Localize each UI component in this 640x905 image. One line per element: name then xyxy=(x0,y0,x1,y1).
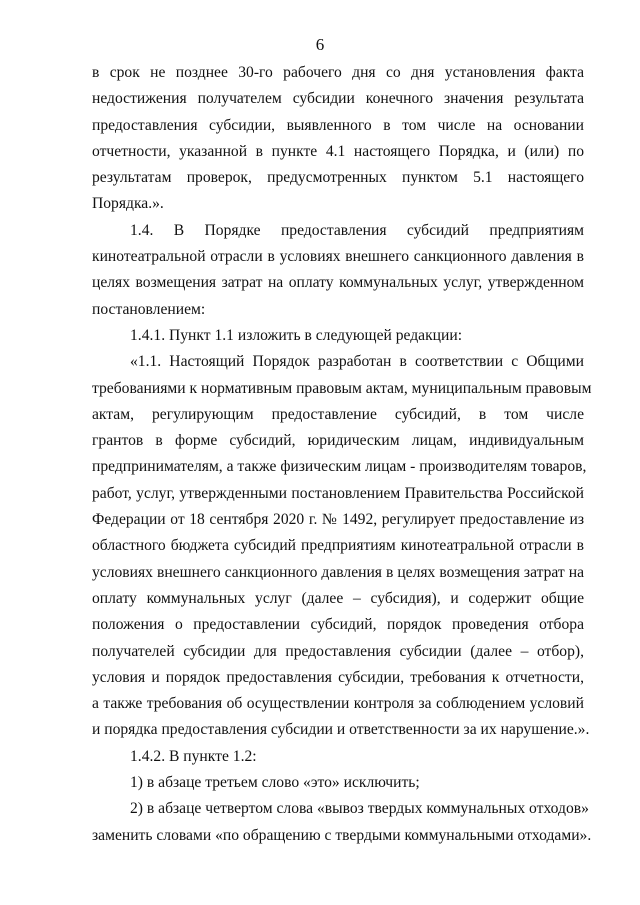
text-line: положения о предоставлении субсидий, порядок проведения отбора xyxy=(92,616,584,634)
text-line: результатам проверок, предусмотренных пунктом 5.1 настоящего xyxy=(92,169,584,187)
text-line: требованиями к нормативным правовым актам, муниципальным правовым xyxy=(92,379,592,397)
text-line: целях возмещения затрат на оплату коммунальных услуг, утвержденном xyxy=(92,274,584,292)
text-line: и порядка предоставления субсидии и ответственности за их нарушение.». xyxy=(92,721,590,739)
text-line: заменить словами «по обращению с твердыми коммунальными отходами». xyxy=(92,826,592,844)
text-line: грантов в форме субсидий, юридическим лицам, индивидуальным xyxy=(92,432,584,450)
page-number: 6 xyxy=(315,35,325,54)
text-line: 1.4.2. В пункте 1.2: xyxy=(130,747,257,765)
text-line: недостижения получателем субсидии конечного значения результата xyxy=(92,90,584,108)
text-line: в срок не позднее 30-го рабочего дня со дня установления факта xyxy=(92,64,584,81)
text-line: получателей субсидии для предоставления субсидии (далее – отбор), xyxy=(92,642,584,660)
document-text xyxy=(92,60,592,849)
text-line: условия и порядок предоставления субсидии, требования к отчетности, xyxy=(92,668,584,686)
text-line: отчетности, указанной в пункте 4.1 настоящего Порядка, и (или) по xyxy=(92,142,584,160)
text-line: областного бюджета субсидий предприятиям кинотеатральной отрасли в xyxy=(92,537,584,555)
text-line: условиях внешнего санкционного давления в целях возмещения затрат на xyxy=(92,563,584,581)
text-line: оплату коммунальных услуг (далее – субсидия), и содержит общие xyxy=(92,589,584,607)
text-line: кинотеатральной отрасли в условиях внешнего санкционного давления в xyxy=(92,248,584,266)
text-line: актам, регулирующим предоставление субсидий, в том числе xyxy=(92,405,584,423)
text-line: предоставления субсидии, выявленного в том числе на основании xyxy=(92,116,584,134)
text-line: Федерации от 18 сентября 2020 г. № 1492, регулирует предоставление из xyxy=(92,511,584,529)
text-line: 1.4.1. Пункт 1.1 изложить в следующей редакции: xyxy=(130,326,463,344)
text-line: 1.4. В Порядке предоставления субсидий предприятиям xyxy=(130,221,584,239)
text-line: предпринимателям, а также физическим лицам - производителям товаров, xyxy=(92,458,587,476)
text-line: 2) в абзаце четвертом слова «вывоз твердых коммунальных отходов» xyxy=(130,800,589,818)
text-line: 1) в абзаце третьем слово «это» исключить; xyxy=(130,774,420,792)
text-line: а также требования об осуществлении контроля за соблюдением условий xyxy=(92,695,584,713)
text-line: «1.1. Настоящий Порядок разработан в соответствии с Общими xyxy=(130,353,584,371)
text-line: постановлением: xyxy=(92,300,206,318)
text-line: Порядка.». xyxy=(92,195,164,213)
text-line: работ, услуг, утвержденными постановлением Правительства Российской xyxy=(92,484,584,502)
